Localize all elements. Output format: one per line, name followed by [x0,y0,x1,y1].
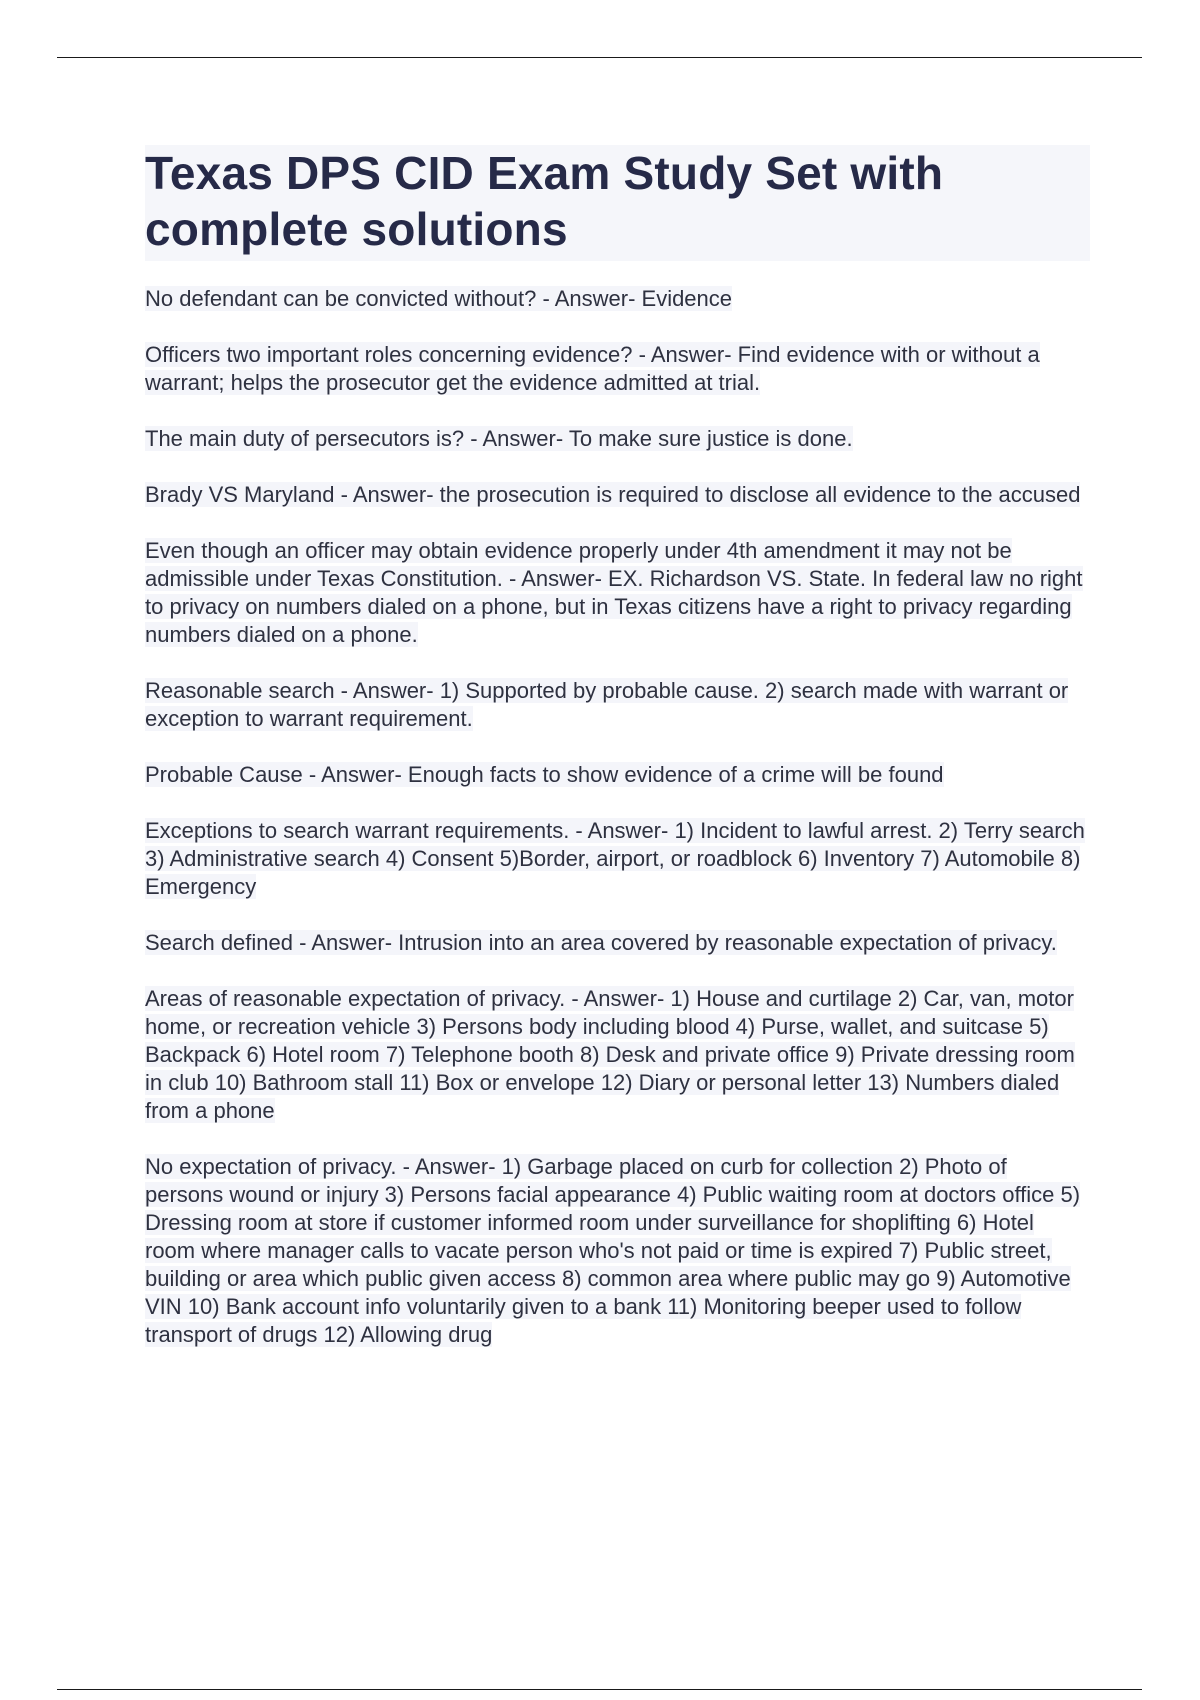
qa-entry-7 [145,761,1090,789]
qa-text: The main duty of persecutors is? - Answer- To make sure justice is done. [145,426,853,451]
qa-text: Probable Cause - Answer- Enough facts to show evidence of a crime will be found [145,762,944,787]
qa-text: Even though an officer may obtain evidence properly under 4th amendment it may not be admissible under Texas Constitution. - Answer- EX. Richardson VS. State. In federal law no right to privacy on numbers dialed on a phone, but in Texas citizens have a right to privacy regarding numbers dialed on a phone. [145,538,1083,647]
qa-text: Brady VS Maryland - Answer- the prosecution is required to disclose all evidence to the accused [145,482,1081,507]
qa-text: Reasonable search - Answer- 1) Supported by probable cause. 2) search made with warrant or exception to warrant requirement. [145,678,1069,731]
qa-entry-9 [145,929,1090,957]
qa-text: Areas of reasonable expectation of privacy. - Answer- 1) House and curtilage 2) Car, van, motor home, or recreation vehicle 3) Persons body including blood 4) Purse, wallet, and suitcase 5) Backpack 6) Hotel room 7) Telephone booth 8) Desk and private office 9) Private dressing room in club 10) Bathroom stall 11) Box or envelope 12) Diary or personal letter 13) Numbers dialed from a phone [145,986,1075,1123]
qa-entry-2 [145,341,1090,397]
qa-text: Officers two important roles concerning evidence? - Answer- Find evidence with or without a warrant; helps the prosecutor get the evidence admitted at trial. [145,342,1040,395]
page-top-rule [57,57,1142,58]
qa-entry-11 [145,1153,1090,1349]
qa-entry-1 [145,285,1090,313]
qa-text: No defendant can be convicted without? - Answer- Evidence [145,286,733,311]
qa-entry-3 [145,425,1090,453]
document-body [145,145,1090,1377]
page-bottom-rule [57,1689,1142,1690]
qa-entry-8 [145,817,1090,901]
qa-entry-4 [145,481,1090,509]
qa-entry-5 [145,537,1090,649]
qa-text: Search defined - Answer- Intrusion into an area covered by reasonable expectation of privacy. [145,930,1057,955]
title-block [145,145,1090,261]
qa-entry-6 [145,677,1090,733]
document-title: Texas DPS CID Exam Study Set with complete solutions [145,147,944,255]
qa-text: No expectation of privacy. - Answer- 1) Garbage placed on curb for collection 2) Photo of persons wound or injury 3) Persons facial appearance 4) Public waiting room at doctors office 5) Dressing room at store if customer informed room under surveillance for shoplifting 6) Hotel room where manager calls to vacate person who's not paid or time is expired 7) Public street, building or area which public given access 8) common area where public may go 9) Automotive VIN 10) Bank account info voluntarily given to a bank 11) Monitoring beeper used to follow transport of drugs 12) Allowing drug [145,1154,1081,1347]
qa-text: Exceptions to search warrant requirements. - Answer- 1) Incident to lawful arrest. 2) Terry search 3) Administrative search 4) Consent 5)Border, airport, or roadblock 6) Inventory 7) Automobile 8) Emergency [145,818,1085,899]
qa-entry-10 [145,985,1090,1125]
